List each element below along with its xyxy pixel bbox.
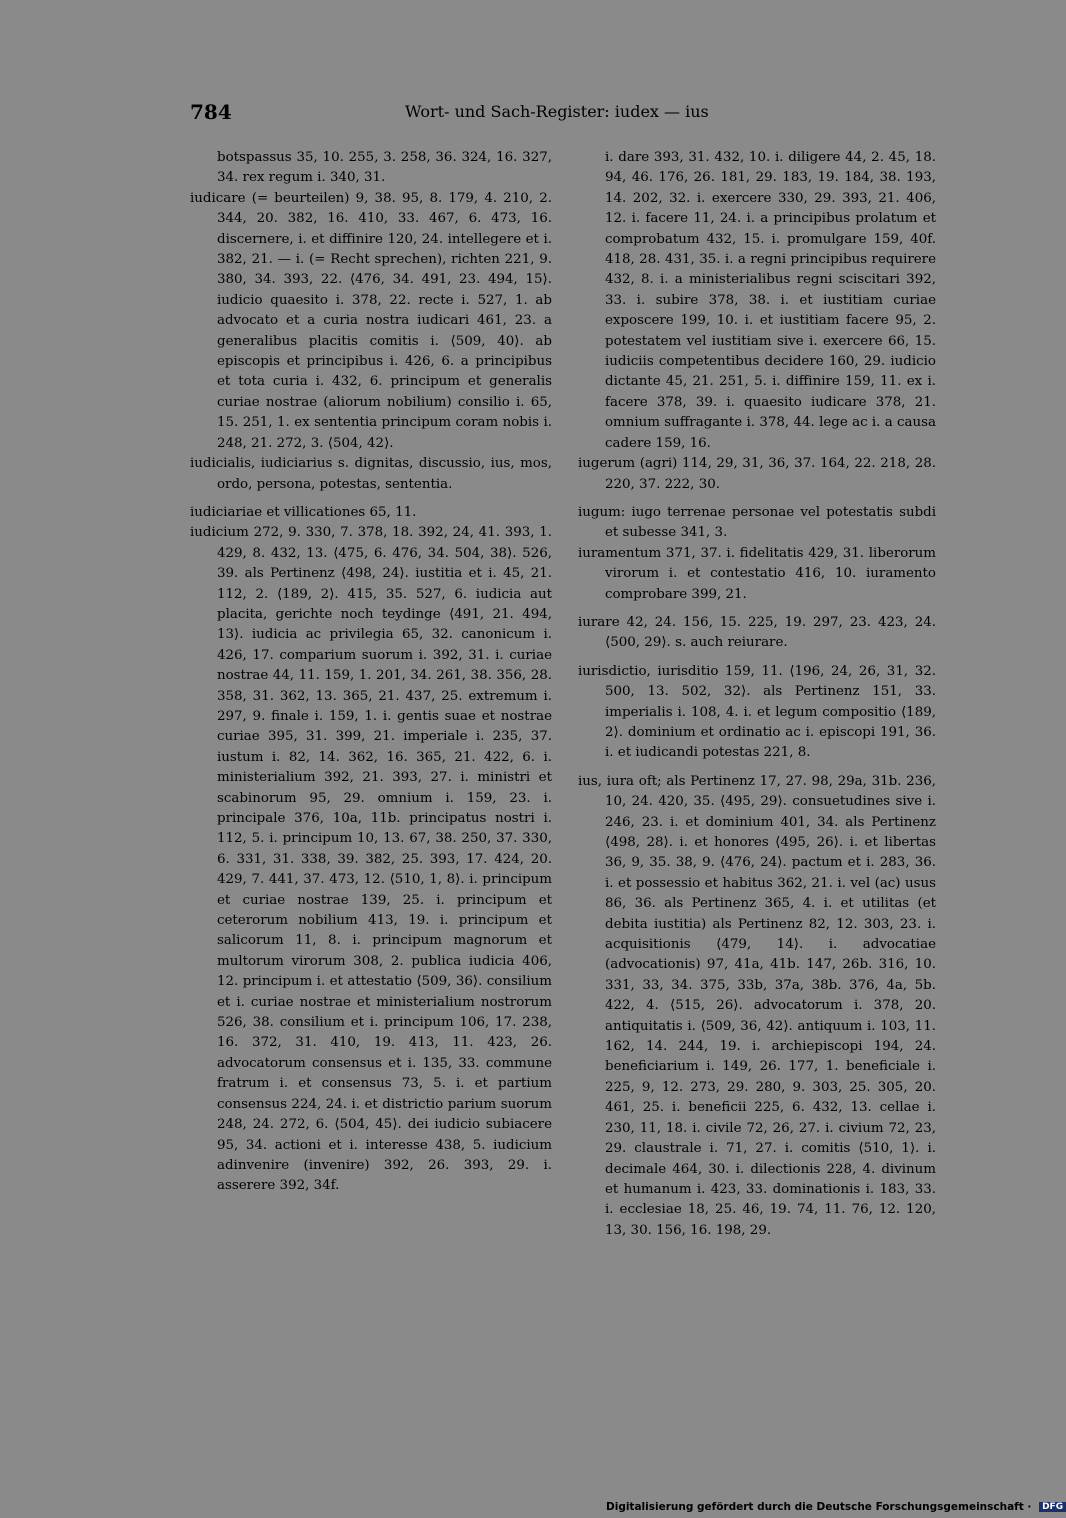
page-header (190, 100, 750, 134)
left-column (190, 148, 552, 1197)
right-column (578, 148, 936, 1241)
running-title: Wort- und Sach-Register: iudex — ius (405, 102, 709, 121)
index-entry: iugum: iugo terrenae personae vel potestatis subdi et subesse 341, 3. (578, 504, 936, 541)
index-entry: iudiciariae et villicationes 65, 11. (190, 504, 417, 520)
page-number: 784 (190, 100, 232, 124)
index-entry: botspassus 35, 10. 255, 3. 258, 36. 324, 16. 327, 34. rex regum i. 340, 31. (217, 150, 552, 186)
dfg-logo: DFG (1039, 1502, 1066, 1512)
index-entry: iurare 42, 24. 156, 15. 225, 19. 297, 23. 423, 24. ⟨500, 29⟩. s. auch reiurare. (578, 614, 936, 651)
index-entry: ius, iura oft; als Pertinenz 17, 27. 98, 29a, 31b. 236, 10, 24. 420, 35. ⟨495, 29⟩. consuetudines sive i. 246, 23. i. et dominium 401, 34. als Pertinenz ⟨498, 28⟩. i. et honores ⟨495, 26⟩. i. et libertas 36, 9, 35. 38, 9. ⟨476, 24⟩. pactum et i. 283, 36. i. et possessio et habitus 362, 21. i. vel (ac) usus 86, 36. als Pertinenz 365, 4. i. et utilitas (et debita iustitia) als Pertinenz 82, 12. 303, 23. i. acquisitionis ⟨479, 14⟩. i. advocatiae (advocationis) 97, 41a, 41b. 147, 26b. 316, 10. 331, 33, 34. 375, 33b, 37a, 38b. 376, 4a, 5b. 422, 4. ⟨515, 26⟩. advocatorum i. 378, 20. antiquitatis i. ⟨509, 36, 42⟩. antiquum i. 103, 11. 162, 14. 244, 19. i. archiepiscopi 194, 24. beneficiarium i. 149, 26. 177, 1. beneficiale i. 225, 9, 12. 273, 29. 280, 9. 303, 25. 305, 20. 461, 25. i. beneficii 225, 6. 432, 13. cellae i. 230, 11, 18. i. civile 72, 26, 27. i. civium 72, 23, 29. claustrale i. 71, 27. i. comitis ⟨510, 1⟩. i. decimale 464, 30. i. dilectionis 228, 4. divinum et humanum i. 423, 33. dominationis i. 183, 33. i. ecclesiae 18, 25. 46, 19. 74, 11. 76, 12. 120, 13, 30. 156, 16. 198, 29. (578, 773, 936, 1238)
index-entry: i. dare 393, 31. 432, 10. i. diligere 44, 2. 45, 18. 94, 46. 176, 26. 181, 29. 183, 19. 184, 38. 193, 14. 202, 32. i. exercere 330, 29. 393, 21. 406, 12. i. facere 11, 24. i. a principibus prolatum et comprobatum 432, 15. i. promulgare 159, 40f. 418, 28. 431, 35. i. a regni principibus requirere 432, 8. i. a ministerialibus regni sciscitari 392, 33. i. subire 378, 38. i. et iustitiam curiae exposcere 199, 10. i. et iustitiam facere 95, 2. potestatem vel iustitiam sive i. exercere 66, 15. iudiciis competentibus decidere 160, 29. iudicio dictante 45, 21. 251, 5. i. diffinire 159, 11. ex i. facere 378, 39. i. quaesito iudicare 378, 21. omnium suffragante i. 378, 44. lege ac i. a causa cadere 159, 16. (605, 150, 936, 451)
funding-footer (606, 1501, 1066, 1513)
index-entry: iuramentum 371, 37. i. fidelitatis 429, 31. liberorum virorum i. et contestatio 416, 10. iuramento comprobare 399, 21. (578, 545, 936, 602)
index-entry: iurisdictio, iurisditio 159, 11. ⟨196, 24, 26, 31, 32. 500, 13. 502, 32⟩. als Pertinenz 151, 33. imperialis i. 108, 4. i. et legum compositio ⟨189, 2⟩. dominium et ordinatio ac i. episcopi 191, 36. i. et iudicandi potestas 221, 8. (578, 663, 936, 761)
index-entry: iudicare (= beurteilen) 9, 38. 95, 8. 179, 4. 210, 2. 344, 20. 382, 16. 410, 33. 467, 6. 473, 16. discernere, i. et diffinire 120, 24. intellegere et i. 382, 21. — i. (= Recht sprechen), richten 221, 9. 380, 34. 393, 22. ⟨476, 34. 491, 23. 494, 15⟩. iudicio quaesito i. 378, 22. recte i. 527, 1. ab advocato et a curia nostra iudicari 461, 23. a generalibus placitis comitis i. ⟨509, 40⟩. ab episcopis et principibus i. 426, 6. a principibus et tota curia i. 432, 6. principum et generalis curiae nostrae (aliorum nobilium) consilio i. 65, 15. 251, 1. ex sententia principum coram nobis i. 248, 21. 272, 3. ⟨504, 42⟩. (190, 190, 552, 451)
index-entry: iudicium 272, 9. 330, 7. 378, 18. 392, 24, 41. 393, 1. 429, 8. 432, 13. ⟨475, 6. 476, 34. 504, 38⟩. 526, 39. als Pertinenz ⟨498, 24⟩. iustitia et i. 45, 21. 112, 2. ⟨189, 2⟩. 415, 35. 527, 6. iudicia aut placita, gerichte noch teydinge ⟨491, 21. 494, 13⟩. iudicia ac privilegia 65, 32. canonicum i. 426, 17. comparium suorum i. 392, 31. i. curiae nostrae 44, 11. 159, 1. 201, 34. 261, 38. 356, 28. 358, 31. 362, 13. 365, 21. 437, 25. extremum i. 297, 9. finale i. 159, 1. i. gentis suae et nostrae curiae 395, 31. 399, 21. imperiale i. 235, 37. iustum i. 82, 14. 362, 16. 365, 21. 422, 6. i. ministerialium 392, 21. 393, 27. i. ministri et scabinorum 95, 29. omnium i. 159, 23. i. principale 376, 10a, 11b. principatus nostri i. 112, 5. i. principum 10, 13. 67, 38. 250, 37. 330, 6. 331, 31. 338, 39. 382, 25. 393, 17. 424, 20. 429, 7. 441, 37. 473, 12. ⟨510, 1, 8⟩. i. principum et curiae nostrae 139, 25. i. principum et ceterorum nobilium 413, 19. i. principum et salicorum 11, 8. i. principum magnorum et multorum virorum 308, 2. publica iudicia 406, 12. principum i. et attestatio ⟨509, 36⟩. consilium et i. curiae nostrae et ministerialium nostrorum 526, 38. consilium et i. principum 106, 17. 238, 16. 372, 31. 410, 19. 413, 11. 423, 26. advocatorum consensus et i. 135, 33. commune fratrum i. et consensus 73, 5. i. et partium consensus 224, 24. i. et districtio parium suorum 248, 24. 272, 6. ⟨504, 45⟩. dei iudicio subiacere 95, 34. actioni et i. interesse 438, 5. iudicium adinvenire (invenire) 392, 26. 393, 29. i. asserere 392, 34f. (190, 525, 552, 1194)
index-entry: iudicialis, iudiciarius s. dignitas, discussio, ius, mos, ordo, persona, potestas, sententia. (190, 456, 552, 492)
index-entry: iugerum (agri) 114, 29, 31, 36, 37. 164, 22. 218, 28. 220, 37. 222, 30. (578, 456, 936, 492)
footer-text: Digitalisierung gefördert durch die Deutsche Forschungsgemeinschaft · (606, 1501, 1032, 1513)
